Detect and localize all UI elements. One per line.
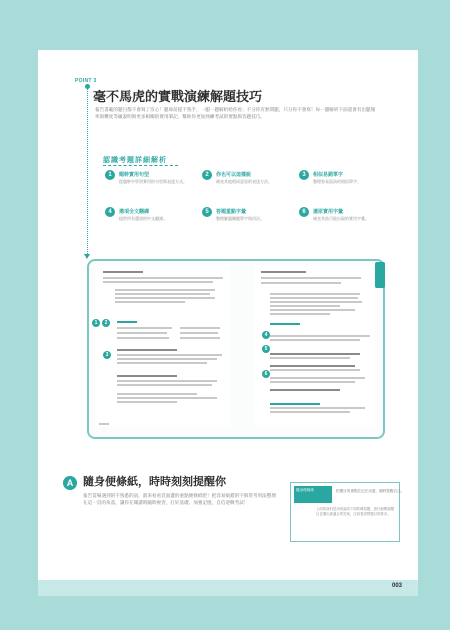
text-line xyxy=(117,358,217,360)
number-badge: 4 xyxy=(105,207,115,217)
guide-item xyxy=(202,170,297,200)
text-line xyxy=(270,301,362,303)
marker-badge: 4 xyxy=(262,331,270,339)
text-line xyxy=(270,353,360,355)
text-line xyxy=(270,377,365,379)
guide-item-desc: 補充其他可能出現的實用字彙。 xyxy=(313,216,369,221)
guide-item-title: 還原實用字彙 xyxy=(313,209,344,215)
guide-item-desc: 從題幹中學習實用的句型與表達方式。 xyxy=(119,179,187,184)
note-card-text: 把題目的重點註記在這邊，隨時提醒自己。 xyxy=(336,489,405,493)
text-line xyxy=(270,411,350,413)
text-line xyxy=(270,381,355,383)
guide-item xyxy=(105,170,200,200)
guide-item-title: 你也可以這樣說 xyxy=(216,172,252,178)
section-subheading: 認識考題詳細解析 xyxy=(103,156,167,164)
number-badge: 5 xyxy=(202,207,212,217)
subheading-rule xyxy=(103,165,178,166)
text-line xyxy=(270,389,340,391)
text-line xyxy=(261,271,306,273)
text-line xyxy=(115,289,215,291)
text-line xyxy=(270,365,355,367)
text-line xyxy=(117,401,177,403)
sample-page-right xyxy=(255,265,375,427)
text-line xyxy=(270,339,360,341)
guide-item xyxy=(202,207,297,237)
text-line xyxy=(103,271,143,273)
tip-badge: A xyxy=(63,476,77,490)
marker-badge: 2 xyxy=(102,319,110,327)
text-line xyxy=(115,301,185,303)
guide-item-title: 題幹實用句型 xyxy=(119,172,150,178)
guide-item-title: 相似易錯單字 xyxy=(313,172,344,178)
text-line xyxy=(270,407,365,409)
number-badge: 3 xyxy=(299,170,309,180)
text-line xyxy=(117,397,217,399)
guide-item-title: 選項全文翻譯 xyxy=(119,209,150,215)
text-line xyxy=(117,380,217,382)
text-line xyxy=(261,277,361,279)
text-line xyxy=(180,327,220,329)
note-card-sample xyxy=(290,482,405,542)
marker-badge: 5 xyxy=(262,345,270,353)
number-badge: 1 xyxy=(105,170,115,180)
arrow-down-icon xyxy=(84,254,90,259)
marker-badge: 3 xyxy=(103,351,111,359)
text-line xyxy=(117,375,177,377)
guide-item xyxy=(105,207,200,237)
footer-strip xyxy=(38,580,418,596)
guide-item-desc: 補充其他相同意思的表達方法。 xyxy=(216,179,272,184)
text-line xyxy=(270,309,355,311)
text-line xyxy=(270,335,370,337)
text-line xyxy=(117,393,197,395)
number-badge: 2 xyxy=(202,170,212,180)
text-line xyxy=(270,323,300,325)
text-line xyxy=(270,305,340,307)
text-line xyxy=(270,293,360,295)
number-badge: 6 xyxy=(299,207,309,217)
guide-item-title: 答題重點字彙 xyxy=(216,209,247,215)
text-line xyxy=(117,327,172,329)
note-card-label: 隨身便條紙 xyxy=(294,486,332,503)
tip-title: 隨身便條紙，時時刻刻提醒你 xyxy=(83,475,226,488)
text-line xyxy=(117,321,137,323)
text-line xyxy=(117,337,169,339)
note-card-lines: 上面的資料是用來說明下面的練習題，請仔細閱讀題目並選出最適合的答案，注意看清楚題目的要求。 xyxy=(316,507,394,516)
marker-badge: 1 xyxy=(92,319,100,327)
text-line xyxy=(270,357,350,359)
page-title: 毫不馬虎的實戰演練解題技巧 xyxy=(93,90,263,105)
text-line xyxy=(117,384,212,386)
timeline-line xyxy=(87,86,88,254)
text-line xyxy=(180,332,218,334)
text-line xyxy=(115,297,215,299)
guide-item-desc: 整理容易混淆的相似單字。 xyxy=(313,179,361,184)
text-line xyxy=(99,423,109,425)
text-line xyxy=(117,332,167,334)
text-line xyxy=(103,277,223,279)
text-line xyxy=(270,297,358,299)
page-number: 003 xyxy=(392,583,403,589)
text-line xyxy=(117,362,207,364)
text-line xyxy=(103,281,213,283)
sample-page-left xyxy=(95,265,230,427)
text-line xyxy=(117,349,177,351)
text-line xyxy=(117,354,222,356)
tip-body: 報告當場遇到的不熟悉的詞，就來看看頁面邊的重點便條紙吧！把容易搞錯的字與常考用法整理在這一頁的角落，讓你在閱讀時隨時複習，打好基礎、加強記憶，自信迎戰考試！ xyxy=(83,494,276,506)
text-line xyxy=(270,403,320,405)
marker-badge: 6 xyxy=(262,370,270,378)
text-line xyxy=(261,282,341,284)
side-tab xyxy=(375,262,385,288)
text-line xyxy=(270,313,330,315)
guide-item xyxy=(299,170,394,200)
point-tag: POINT 3 xyxy=(75,78,97,84)
text-line xyxy=(270,369,360,371)
guide-item xyxy=(299,207,394,237)
text-line xyxy=(180,337,220,339)
intro-paragraph: 報告書範的題目都不會寫了沒心！題庫前提不熟手，一題一題解析給你看；不分你有無問題，只分你不會寫！每一題解析下面還會有出題頻率與難度等級說明與更多相關的實用筆記，幫助你更加熟練考試的要點與答題技巧。 xyxy=(95,108,376,120)
guide-item-desc: 提供所有選項的中文翻譯。 xyxy=(119,216,167,221)
guide-item-desc: 整理解題關鍵單字與用法。 xyxy=(216,216,264,221)
text-line xyxy=(115,293,210,295)
